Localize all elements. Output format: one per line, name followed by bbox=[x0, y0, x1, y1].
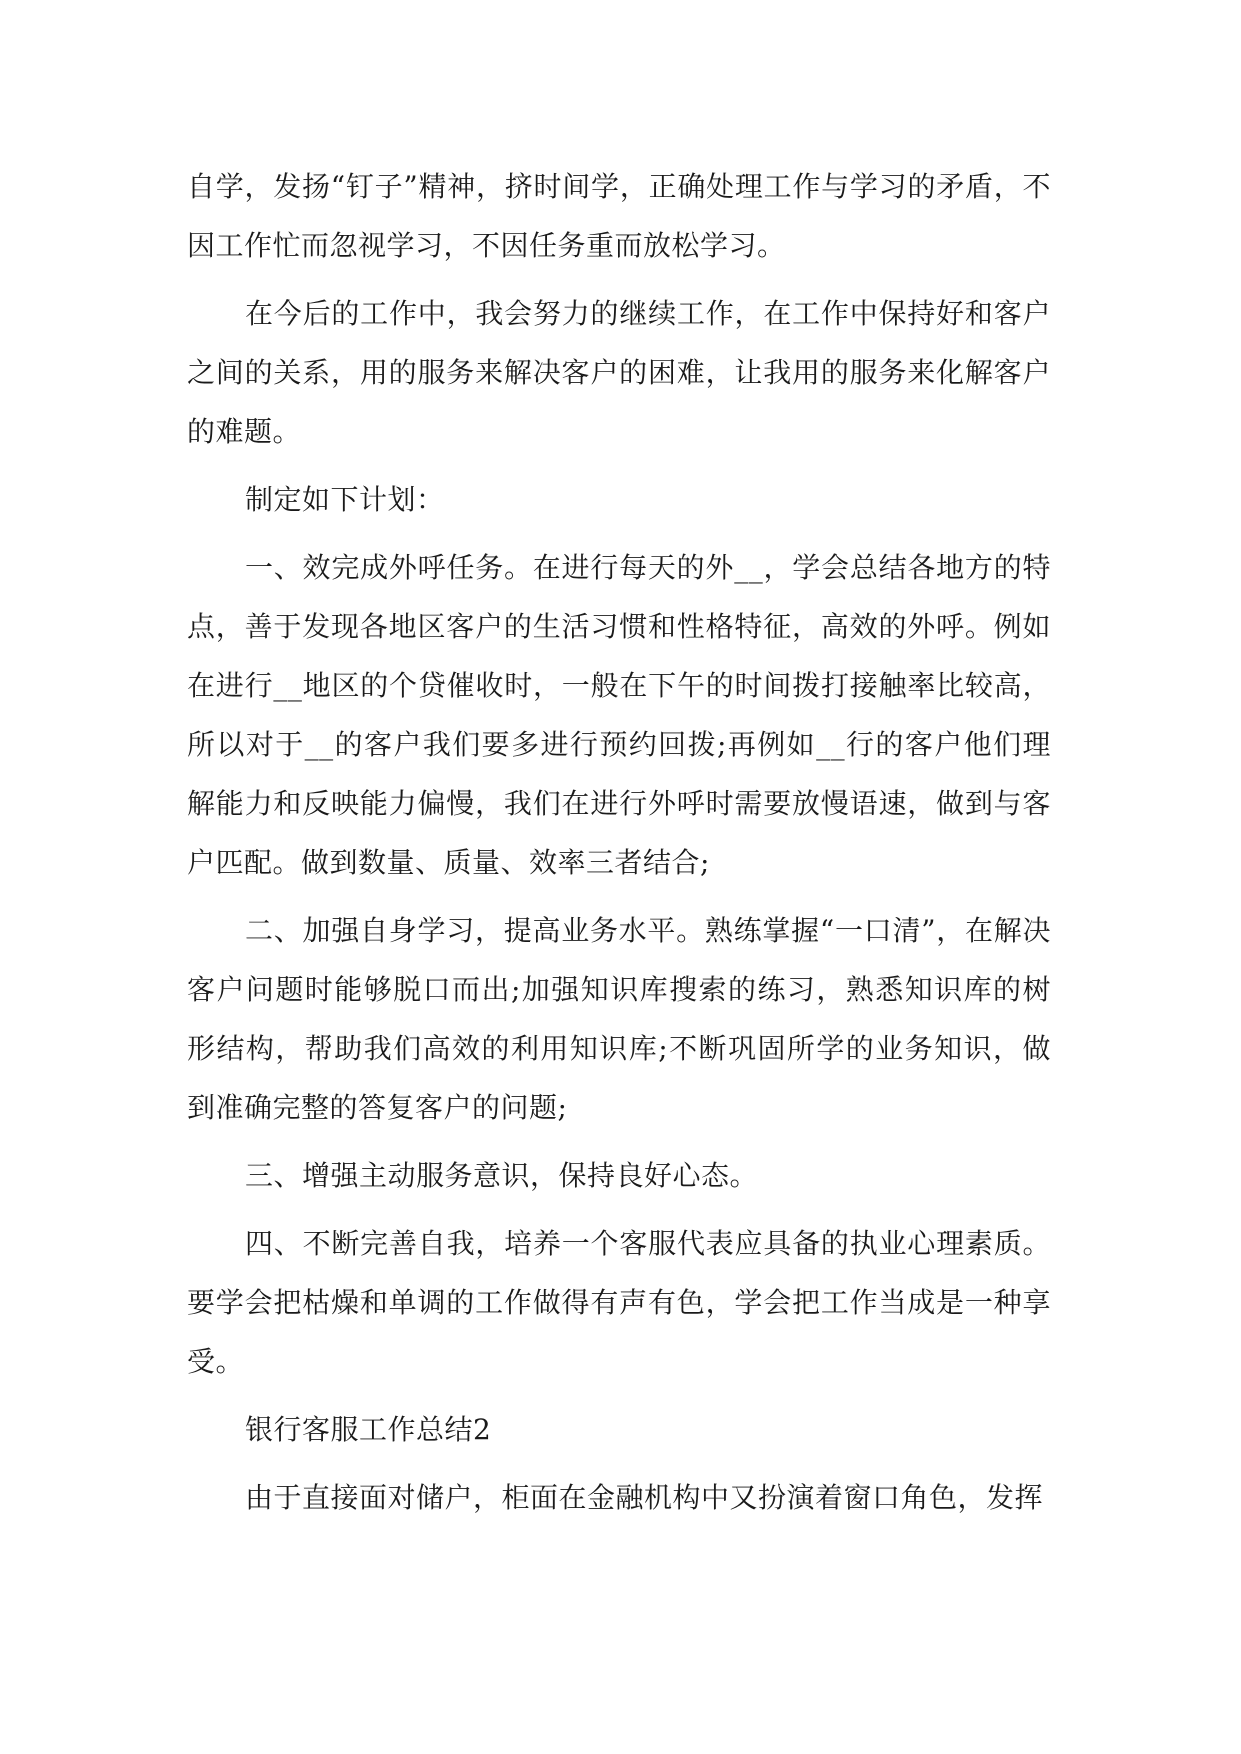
paragraph-plan-item-4: 四、不断完善自我，培养一个客服代表应具备的执业心理素质。要学会把枯燥和单调的工作做得有声有色，学会把工作当成是一种享受。 bbox=[187, 1227, 1051, 1378]
paragraph-plan-item-1: 一、效完成外呼任务。在进行每天的外__，学会总结各地方的特点，善于发现各地区客户的生活习惯和性格特征，高效的外呼。例如在进行__地区的个贷催收时，一般在下午的时间拨打接触率比较高，所以对于__的客户我们要多进行预约回拨;再例如__行的客户他们理解能力和反映能力偏慢，我们在进行外呼时需要放慢语速，做到与客户匹配。做到数量、质量、效率三者结合; bbox=[187, 551, 1051, 879]
paragraph-plan-item-3: 三、增强主动服务意识，保持良好心态。 bbox=[245, 1159, 759, 1192]
paragraph-section-2-start: 由于直接面对储户，柜面在金融机构中又扮演着窗口角色，发挥 bbox=[245, 1481, 1044, 1514]
paragraph-plan-intro: 制定如下计划： bbox=[245, 483, 445, 516]
document-body bbox=[187, 157, 1051, 1536]
paragraph-continuation: 自学，发扬“钉子”精神，挤时间学，正确处理工作与学习的矛盾，不因工作忙而忽视学习，不因任务重而放松学习。 bbox=[187, 170, 1051, 262]
paragraph-plan-item-2: 二、加强自身学习，提高业务水平。熟练掌握“一口清”，在解决客户问题时能够脱口而出;加强知识库搜索的练习，熟悉知识库的树形结构，帮助我们高效的利用知识库;不断巩固所学的业务知识，做到准确完整的答复客户的问题; bbox=[187, 914, 1051, 1124]
section-heading: 银行客服工作总结2 bbox=[245, 1413, 492, 1446]
paragraph-future-work: 在今后的工作中，我会努力的继续工作，在工作中保持好和客户之间的关系，用的服务来解决客户的困难，让我用的服务来化解客户的难题。 bbox=[187, 297, 1051, 448]
